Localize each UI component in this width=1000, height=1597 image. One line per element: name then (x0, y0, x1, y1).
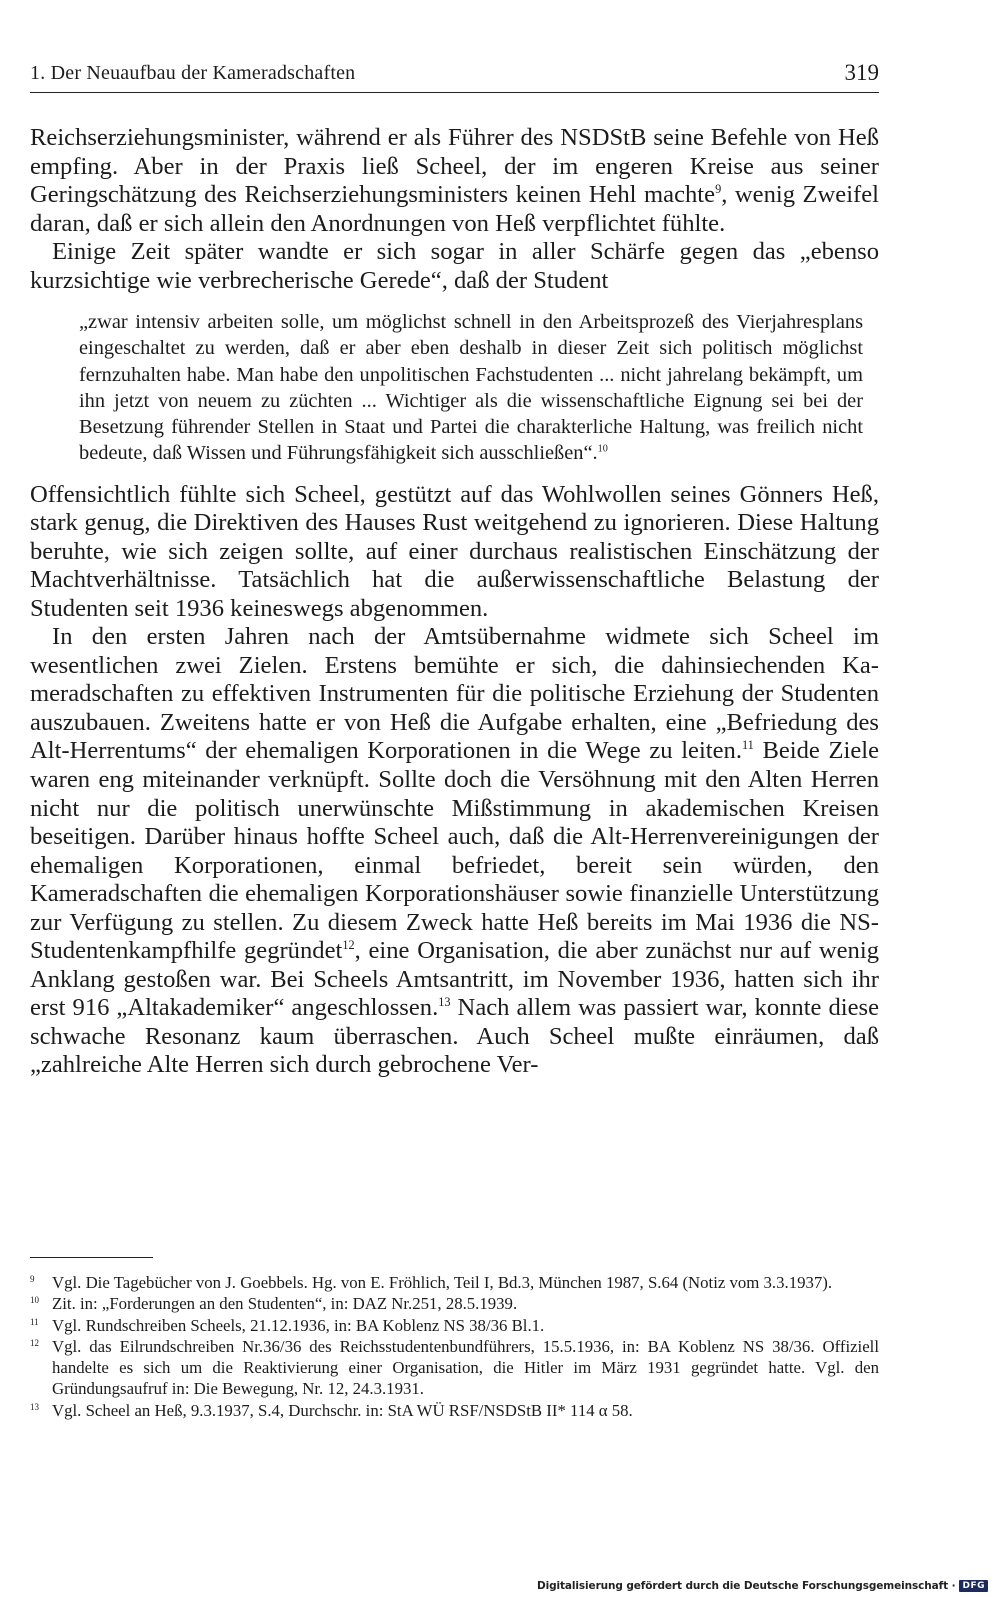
footnote-text: Vgl. Rundschreiben Scheels, 21.12.1936, in: BA Koblenz NS 38/36 Bl.1. (52, 1315, 545, 1335)
footnote-text: Zit. in: „Forderungen an den Studenten“, in: DAZ Nr.251, 28.5.1939. (52, 1294, 518, 1314)
footnote-number: 10 (30, 1295, 39, 1306)
footnote (30, 1315, 879, 1336)
footnote-text: Vgl. Scheel an Heß, 9.3.1937, S.4, Durchschr. in: StA WÜ RSF/NSDStB II* 114 α 58. (52, 1400, 633, 1420)
paragraph-text: , eine Organisation, die aber zunächst nur auf wenig Anklang gestoßen war. Bei Scheels Amtsantritt, im November 1936, hatten sich ihr erst 916 „Altakademiker“ angeschlossen. (30, 937, 879, 1022)
paragraph (30, 481, 879, 624)
paragraph-text: Reichserziehungsminister, während er als Führer des NSDStB seine Befehle von Heß empfing. Aber in der Praxis ließ Scheel, der im engeren Kreise aus seiner Geringschätzung des Reichserziehungsministers keinen Hehl machte (30, 124, 879, 209)
paragraph (30, 124, 879, 238)
footnote-number: 13 (30, 1401, 39, 1412)
quote-text: „zwar intensiv arbeiten solle, um möglichst schnell in den Arbeitsprozeß des Vierjahresplans eingeschaltet zu werden, daß er aber eben deshalb in dieser Zeit sich politisch möglichst fernzuhalten habe. Man habe den unpolitischen Fachstudenten ... nicht jahrelang bekämpft, um ihn jetzt von neuem zu züchten ... Wichtiger als die wissenschaftliche Eignung sei bei der Besetzung führender Stellen in Staat und Partei die charakterliche Haltung, was freilich nicht bedeute, daß Wissen und Führungsfähigkeit sich ausschließen“. (79, 311, 863, 465)
running-head (30, 60, 879, 93)
footnote-number: 9 (30, 1274, 35, 1284)
paragraph-text: Offensichtlich fühlte sich Scheel, gestützt auf das Wohlwollen seines Gönners Heß, stark genug, die Direktiven des Hauses Rust weitgehend zu ignorieren. Diese Haltung beruhte, wie sich zeigen sollte, auf einer durchaus realistischen Einschätzung der Machtverhältnisse. Tatsächlich hat die außerwissenschaftliche Belastung der Studenten seit 1936 keineswegs abgenommen. (30, 480, 879, 622)
paragraph (30, 623, 879, 1080)
credit-text: Digitalisierung gefördert durch die Deutsche Forschungsgemeinschaft · (536, 1580, 956, 1592)
digitization-credit (537, 1580, 988, 1592)
footnote-ref: 12 (342, 938, 355, 953)
footnote (30, 1400, 879, 1421)
block-quote (79, 309, 863, 466)
page-number: 319 (844, 60, 879, 85)
body-text (30, 124, 879, 1080)
footnote-text: Vgl. Die Tagebücher von J. Goebbels. Hg. von E. Fröhlich, Teil I, Bd.3, München 1987, S.64 (Notiz vom 3.3.1937). (52, 1273, 833, 1292)
footnote-divider (30, 1257, 153, 1258)
footnote-number: 12 (30, 1337, 39, 1348)
footnote-text: Vgl. das Eilrundschreiben Nr.36/36 des Reichsstudentenbundführers, 15.5.1936, in: BA Koblenz NS 38/36. Offiziell handelte es sich um die Reaktivierung einer Organisation, die Hitler im März 1931 gegründet hatte. Vgl. den Gründungsaufruf in: Die Bewegung, Nr. 12, 24.3.1931. (52, 1336, 879, 1399)
footnote (30, 1272, 879, 1293)
dfg-logo-icon: DFG (959, 1580, 988, 1592)
footnote-number: 11 (30, 1316, 39, 1327)
footnote-ref: 11 (741, 738, 754, 753)
footnote-ref: 13 (438, 995, 451, 1010)
paragraph-text: , wenig Zweifel daran, daß er sich allein den Anordnungen von Heß verpflichtet fühlte. (30, 181, 879, 237)
chapter-title: 1. Der Neuaufbau der Kameradschaften (30, 62, 356, 84)
paragraph-text: Nach allem was passiert war, konnte diese schwache Resonanz kaum überraschen. Auch Scheel mußte einräumen, daß „zahlreiche Alte Herren sich durch gebrochene Ver- (30, 994, 880, 1079)
paragraph-text: Einige Zeit später wandte er sich sogar in aller Schärfe gegen das „ebenso kurzsichtige wie verbrecherische Gerede“, daß der Student (30, 238, 879, 294)
footnote-ref: 9 (715, 181, 722, 196)
footnotes (30, 1272, 879, 1421)
paragraph-text: Beide Ziele waren eng miteinander verknüpft. Sollte doch die Versöhnung mit den Alten Herren nicht nur die politisch unerwünschte Mißstimmung in akademischen Kreisen beseitigen. Darüber hinaus hoffte Scheel auch, daß die Alt-Herrenvereinigungen der ehemaligen Korporationen, einmal befriedet, bereit sein würden, den Kameradschaften die ehemaligen Korporationshäuser sowie finanzielle Unterstützung zur Verfügung zu stellen. Zu diesem Zweck hatte Heß bereits im Mai 1936 die NS-Studentenkampfhilfe gegründet (30, 737, 879, 965)
footnote-ref: 10 (597, 443, 608, 455)
paragraph (30, 238, 879, 295)
paragraph-text: In den ersten Jahren nach der Amtsübernahme widmete sich Scheel im wesentlichen zwei Zielen. Erstens bemühte er sich, die dahinsiechenden Kameradschaften zu effektiven Instrumenten für die politische Erziehung der Studenten auszubauen. Zweitens hatte er von Heß die Aufgabe erhalten, eine „Befriedung des Alt-Herrentums“ der ehemaligen Korporationen in die Wege zu leiten. (30, 623, 879, 765)
footnote (30, 1336, 879, 1400)
footnote (30, 1293, 879, 1314)
